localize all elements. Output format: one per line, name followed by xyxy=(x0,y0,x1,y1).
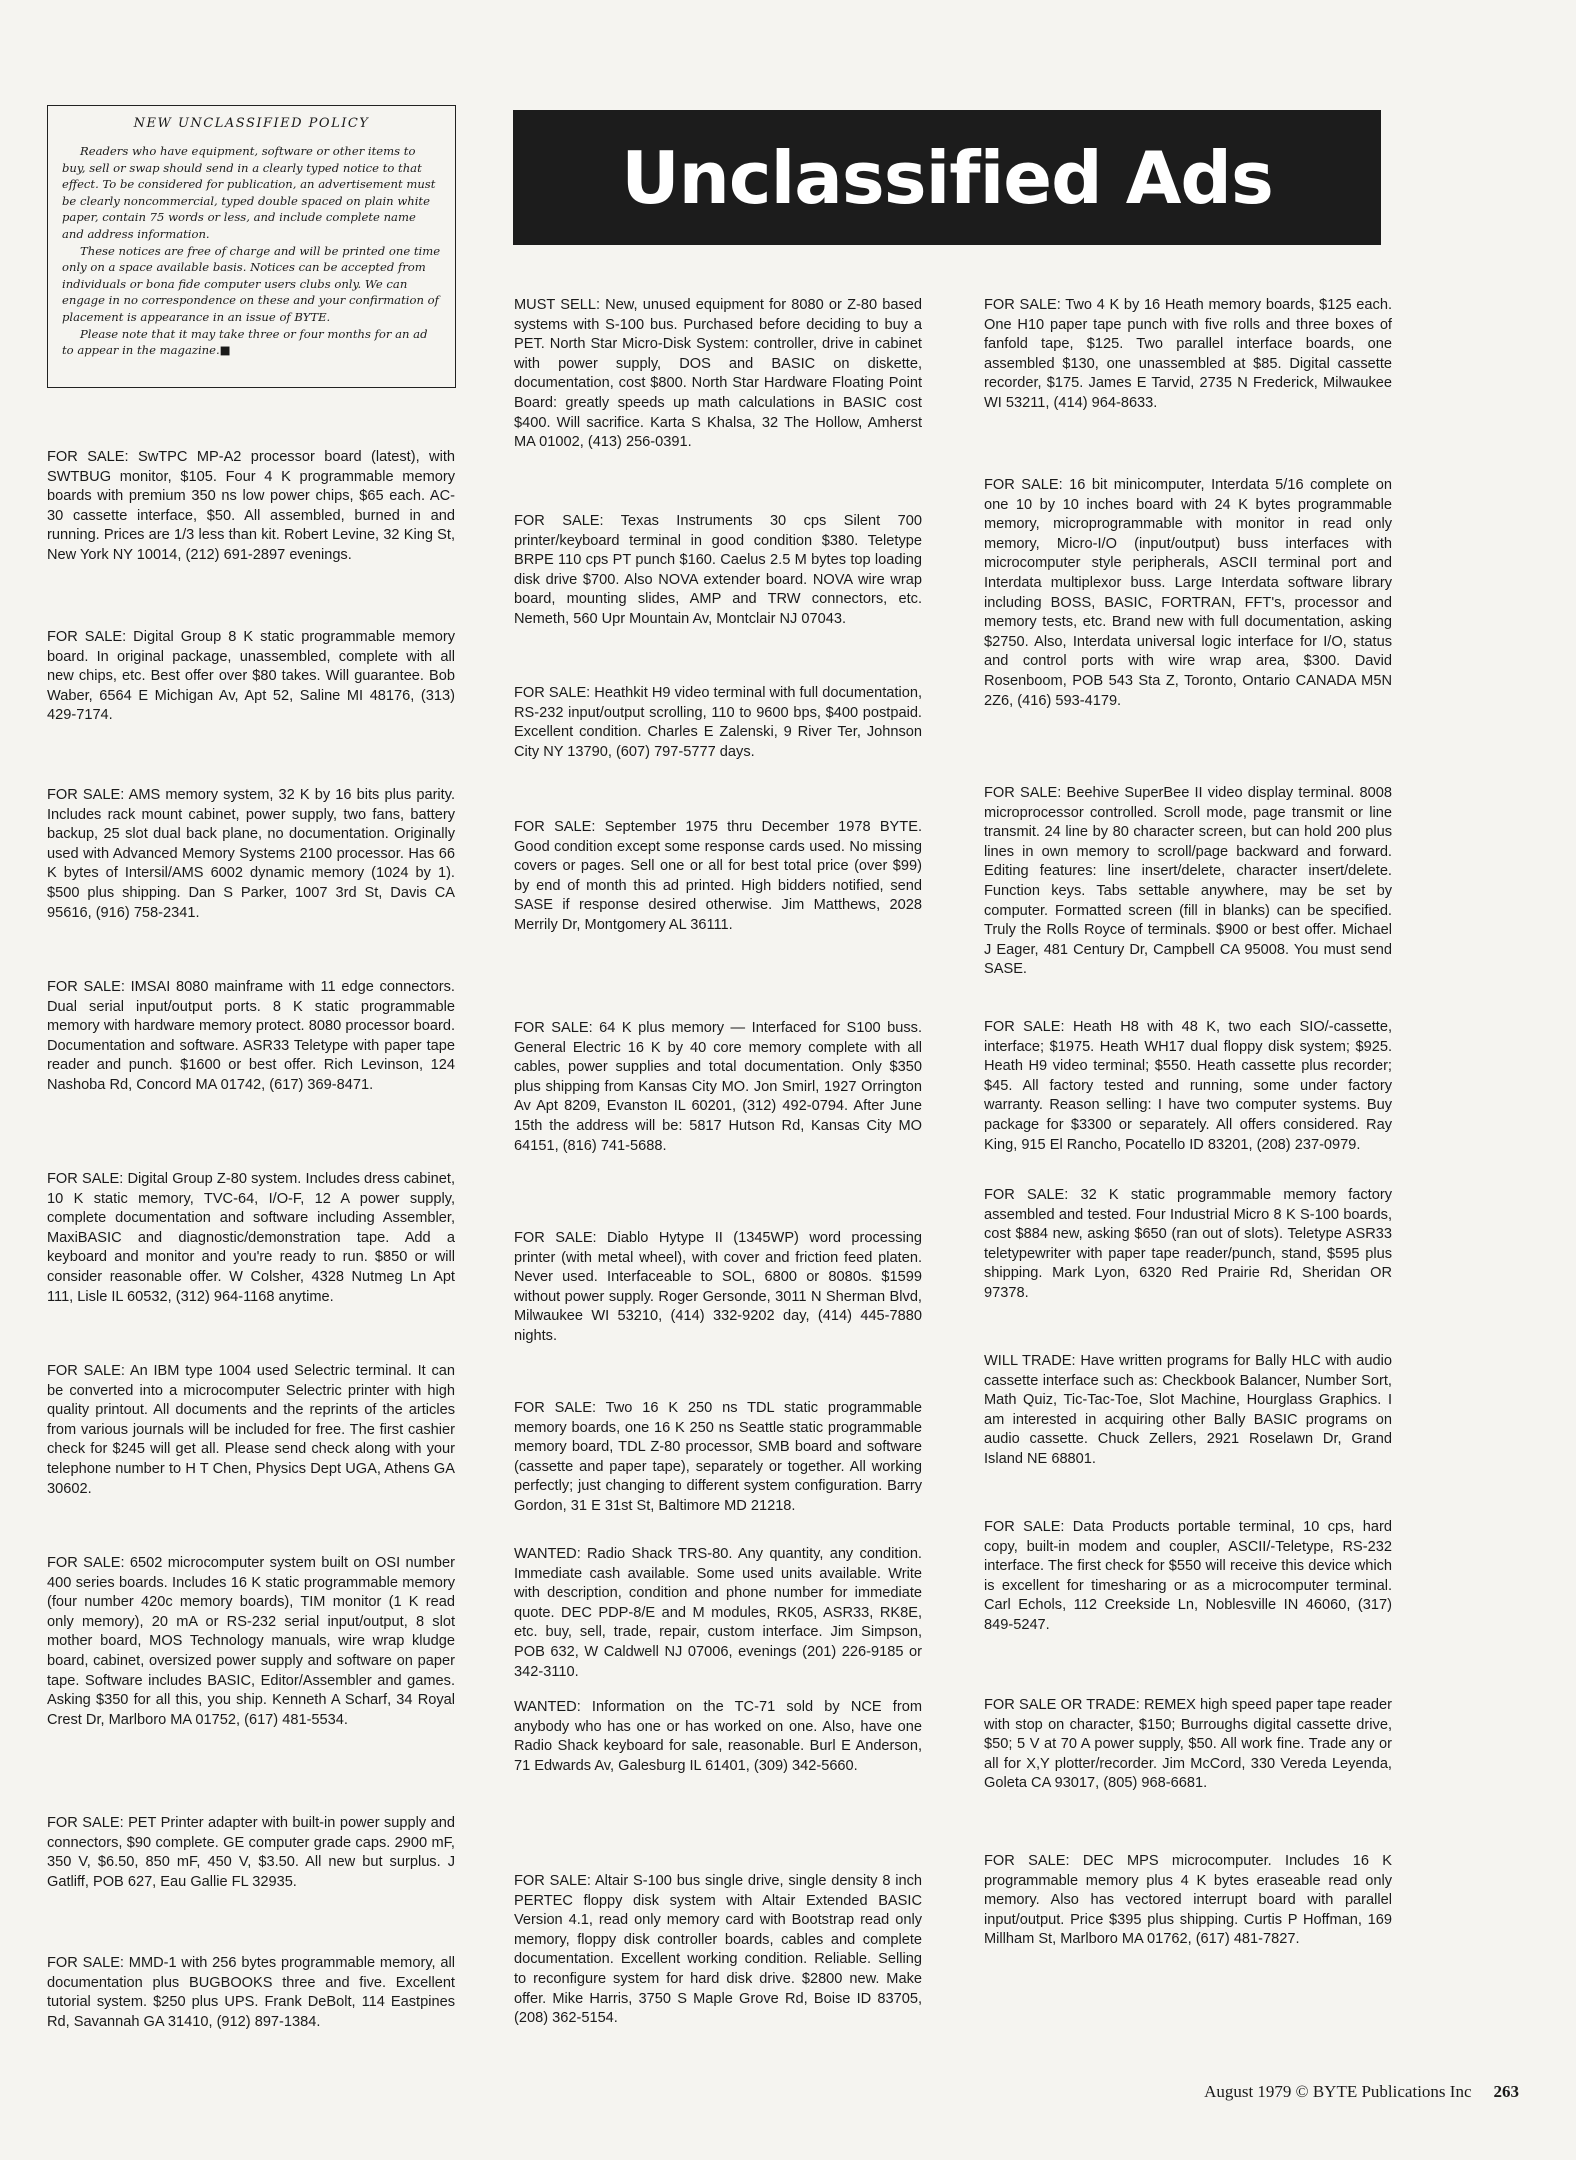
classified-ad: FOR SALE: Heathkit H9 video terminal with full documentation, RS-232 input/output scrolling, 110 to 9600 bps, $400 postpaid. Excellent condition. Charles E Zalenski, 9 River Ter, Johnson City NY 13790, (607) 797-5777 days. xyxy=(514,685,922,760)
classified-ad: FOR SALE: An IBM type 1004 used Selectric terminal. It can be converted into a microcomputer Selectric printer with high quality printout. All documents and the reprints of the articles from various journals will be included for free. The first cashier check for $245 will get all. Please send check along with your telephone number to H T Chen, Physics Dept UGA, Athens GA 30602. xyxy=(47,1363,455,1497)
policy-paragraph: Readers who have equipment, software or other items to buy, sell or swap should send in a clearly typed notice to that effect. To be considered for publication, an advertisement must be clearly noncommercial, typed double spaced on plain white paper, contain 75 words or less, and include complete name and address information. xyxy=(62,144,436,241)
section-banner xyxy=(513,110,1381,245)
classified-ad: FOR SALE: Heath H8 with 48 K, two each SIO/-cassette, interface; $1975. Heath WH17 dual floppy disk system; $925. Heath H9 video terminal; $550. Heath cassette plus recorder; $45. All factory tested and running, some under factory warranty. Reason selling: I have two computer systems. Buy package for $3300 or separately. All offers considered. Ray King, 915 El Rancho, Pocatello ID 83201, (208) 237-0979. xyxy=(984,1019,1392,1153)
classified-ad: FOR SALE: Digital Group 8 K static programmable memory board. In original package, unassembled, complete with all new chips, etc. Best offer over $80 takes. Will guarantee. Bob Waber, 6564 E Michigan Av, Apt 52, Saline MI 48176, (313) 429-7174. xyxy=(47,629,455,724)
classified-ad: FOR SALE: Beehive SuperBee II video display terminal. 8008 microprocessor controlled. Scroll mode, page transmit or line transmit. 24 line by 80 character screen, but can hold 200 plus lines in own memory to scroll/page backward and forward. Editing features: line insert/delete, character insert/delete. Function keys. Tabs settable anywhere, may be set by computer. Formatted screen (fill in blanks) can be specified. Truly the Rolls Royce of terminals. $900 or best offer. Michael J Eager, 481 Century Dr, Campbell CA 95008. You must send SASE. xyxy=(984,785,1392,978)
classified-ad: FOR SALE: SwTPC MP-A2 processor board (latest), with SWTBUG monitor, $105. Four 4 K programmable memory boards with premium 350 ns low power chips, $65 each. AC-30 cassette interface, $50. All assembled, burned in and running. Prices are 1/3 less than kit. Robert Levine, 32 King St, New York NY 10014, (212) 691-2897 evenings. xyxy=(47,449,455,563)
classified-ad: FOR SALE: Data Products portable terminal, 10 cps, hard copy, built-in modem and coupler, ASCII/-Teletype, RS-232 interface. The first check for $550 will receive this device which is excellent for timesharing or as a microcomputer terminal. Carl Echols, 112 Creekside Ln, Noblesville IN 46060, (317) 849-5247. xyxy=(984,1519,1392,1633)
classified-ad: WILL TRADE: Have written programs for Bally HLC with audio cassette interface such as: Checkbook Balancer, Number Sort, Math Quiz, Tic-Tac-Toe, Slot Machine, Hourglass Graphics. I am interested in acquiring other Bally BASIC programs on audio cassette. Chuck Zellers, 2921 Roselawn Dr, Grand Island NE 68801. xyxy=(984,1353,1392,1467)
classified-ad: FOR SALE: IMSAI 8080 mainframe with 11 edge connectors. Dual serial input/output ports. 8 K static programmable memory with hardware memory protect. 8080 processor board. Documentation and software. ASR33 Teletype with paper tape reader and punch. $1600 or best offer. Rich Levinson, 124 Nashoba Rd, Concord MA 01742, (617) 369-8471. xyxy=(47,979,455,1093)
classified-ad: FOR SALE: Two 16 K 250 ns TDL static programmable memory boards, one 16 K 250 ns Seattle static programmable memory board, TDL Z-80 processor, SMB board and software (cassette and paper tape), separately or together. All working perfectly; just changing to different system configuration. Barry Gordon, 31 E 31st St, Baltimore MD 21218. xyxy=(514,1400,922,1514)
policy-paragraph: Please note that it may take three or four months for an ad to appear in the magazine.■ xyxy=(62,326,428,358)
issue-line: August 1979 © BYTE Publications Inc xyxy=(1204,2082,1472,2101)
classified-ad: MUST SELL: New, unused equipment for 8080 or Z-80 based systems with S-100 bus. Purchased before deciding to buy a PET. North Star Micro-Disk System: controller, drive in cabinet with power supply, DOS and BASIC on diskette, documentation, cost $800. North Star Hardware Floating Point Board: greatly speeds up math calculations in BASIC cost $400. Will sacrifice. Karta S Khalsa, 32 The Hollow, Amherst MA 01002, (413) 256-0391. xyxy=(514,297,922,451)
classified-ad: FOR SALE: 16 bit minicomputer, Interdata 5/16 complete on one 10 by 10 inches board with 24 K bytes programmable memory, microprogrammable with monitor in read only memory, Micro-I/O (input/output) buss interfaces with microcomputer style peripherals, ASCII terminal port and Interdata multiplexor buss. Large Interdata software library including BOSS, BASIC, FORTRAN, FFT's, processor and memory tests, etc. Brand new with full documentation, asking $2750. Also, Interdata universal logic interface for I/O, status and control ports with wire wrap area, $300. David Rosenboom, POB 543 Sta Z, Toronto, Ontario CANADA M5N 2Z6, (416) 593-4179. xyxy=(984,477,1392,709)
classified-ad: FOR SALE: AMS memory system, 32 K by 16 bits plus parity. Includes rack mount cabinet, power supply, two fans, battery backup, 25 slot dual back plane, no documentation. Originally used with Advanced Memory Systems 2100 processor. Has 66 K bytes of Intersil/AMS 6002 dynamic memory (1024 by 1). $500 plus shipping. Dan S Parker, 1007 3rd St, Davis CA 95616, (916) 758-2341. xyxy=(47,787,455,921)
classified-ad: FOR SALE: 32 K static programmable memory factory assembled and tested. Four Industrial Micro 8 K S-100 boards, cost $884 new, asking $650 (ran out of slots). Teletype ASR33 teletypewriter with paper tape reader/punch, stand, $595 plus shipping. Mark Lyon, 6320 Red Prairie Rd, Sheridan OR 97378. xyxy=(984,1187,1392,1301)
classified-ad: WANTED: Radio Shack TRS-80. Any quantity, any condition. Immediate cash available. Some used units available. Write with description, condition and phone number for immediate quote. DEC PDP-8/E and M modules, RK05, ASR33, RK8E, etc. buy, sell, trade, repair, custom interface. Jim Simpson, POB 632, W Caldwell NJ 07006, evenings (201) 226-9185 or 342-3110. xyxy=(514,1546,922,1680)
classified-ad: FOR SALE: DEC MPS microcomputer. Includes 16 K programmable memory plus 4 K bytes eraseable read only memory. Also has vectored interrupt board with parallel input/output. Price $395 plus shipping. Curtis P Hoffman, 169 Millham St, Marlboro MA 01762, (617) 481-7827. xyxy=(984,1853,1392,1948)
banner-title: Unclassified Ads xyxy=(621,135,1273,220)
policy-title: NEW UNCLASSIFIED POLICY xyxy=(133,116,370,131)
classified-ad: FOR SALE: Digital Group Z-80 system. Includes dress cabinet, 10 K static memory, TVC-64, I/O-F, 12 A power supply, complete documentation and software including Assembler, MaxiBASIC and diagnostic/demonstration tape. Add a keyboard and monitor and you're ready to run. $850 or will consider reasonable offer. W Colsher, 4328 Nutmeg Ln Apt 111, Lisle IL 60532, (312) 964-1168 anytime. xyxy=(47,1171,455,1305)
unclassified-policy-box xyxy=(47,105,456,388)
classified-ad: FOR SALE: 64 K plus memory — Interfaced for S100 buss. General Electric 16 K by 40 core memory complete with all cables, power supplies and total documentation. Only $350 plus shipping from Kansas City MO. Jon Smirl, 1927 Orrington Av Apt 8209, Evanston IL 60201, (312) 492-0794. After June 15th the address will be: 5817 Hutson Rd, Kansas City MO 64151, (816) 741-5688. xyxy=(514,1020,922,1154)
classified-ad: FOR SALE: MMD-1 with 256 bytes programmable memory, all documentation plus BUGBOOKS three and five. Excellent tutorial system. $250 plus UPS. Frank DeBolt, 114 Eastpines Rd, Savannah GA 31410, (912) 897-1384. xyxy=(47,1955,455,2030)
classified-ad: WANTED: Information on the TC-71 sold by NCE from anybody who has one or has worked on one. Also, have one Radio Shack keyboard for sale, reasonable. Burl E Anderson, 71 Edwards Av, Galesburg IL 61401, (309) 342-5660. xyxy=(514,1699,922,1774)
classified-ad: FOR SALE: 6502 microcomputer system built on OSI number 400 series boards. Includes 16 K static programmable memory (four number 420c memory boards), TIM monitor (1 K read only memory), 20 mA or RS-232 serial input/output, 8 slot mother board, MOS Technology manuals, wire wrap kludge board, cabinet, oversized power supply and software on paper tape. Software includes BASIC, Editor/Assembler and games. Asking $350 for all this, you ship. Kenneth A Scharf, 34 Royal Crest Dr, Marlboro MA 01752, (617) 481-5534. xyxy=(47,1555,455,1728)
classified-ad: FOR SALE: Texas Instruments 30 cps Silent 700 printer/keyboard terminal in good condition $380. Teletype BRPE 110 cps PT punch $160. Caelus 2.5 M bytes top loading disk drive $700. Also NOVA extender board. NOVA wire wrap board, mounting slides, AMP and TRW connectors, etc. Nemeth, 560 Upr Mountain Av, Montclair NJ 07043. xyxy=(514,513,922,627)
page-footer xyxy=(1204,2082,1519,2102)
classified-ad: FOR SALE: September 1975 thru December 1978 BYTE. Good condition except some response cards used. No missing covers or pages. Sell one or all for best total price (over $99) by end of month this ad printed. High bidders notified, send SASE if response desired otherwise. Jim Matthews, 2028 Merrily Dr, Montgomery AL 36111. xyxy=(514,819,922,933)
classified-ad: FOR SALE OR TRADE: REMEX high speed paper tape reader with stop on character, $150; Burroughs digital cassette drive, $50; 5 V at 70 A power supply, $50. All work fine. Trade any or all for X,Y plotter/recorder. Jim McCord, 330 Vereda Leyenda, Goleta CA 93017, (805) 968-6681. xyxy=(984,1697,1392,1792)
classified-ad: FOR SALE: Diablo Hytype II (1345WP) word processing printer (with metal wheel), with cover and friction feed platen. Never used. Interfaceable to SOL, 6800 or 8080s. $1599 without power supply. Roger Gersonde, 3011 N Sherman Blvd, Milwaukee WI 53210, (414) 332-9202 day, (414) 445-7880 nights. xyxy=(514,1230,922,1344)
classified-ad: FOR SALE: Altair S-100 bus single drive, single density 8 inch PERTEC floppy disk system with Altair Extended BASIC Version 4.1, read only memory card with Bootstrap read only memory, floppy disk controller boards, cables and complete documentation. Excellent working condition. Reliable. Selling to reconfigure system for hard disk drive. $2800 new. Make offer. Mike Harris, 3750 S Maple Grove Rd, Boise ID 83705, (208) 362-5154. xyxy=(514,1873,922,2027)
policy-paragraph: These notices are free of charge and will be printed one time only on a space available basis. Notices can be accepted from individuals or bona fide computer users clubs only. We can engage in no correspondence on these and your confirmation of placement is appearance in an issue of BYTE. xyxy=(62,243,441,324)
page-number: 263 xyxy=(1493,2082,1519,2101)
classified-ad: FOR SALE: Two 4 K by 16 Heath memory boards, $125 each. One H10 paper tape punch with five rolls and three boxes of fanfold tape, $125. Two parallel interface boards, one assembled $130, one unassembled at $85. Digital cassette recorder, $175. James E Tarvid, 2735 N Frederick, Milwaukee WI 53211, (414) 964-8633. xyxy=(984,297,1392,411)
classified-ad: FOR SALE: PET Printer adapter with built-in power supply and connectors, $90 complete. GE computer grade caps. 2900 mF, 350 V, $6.50, 850 mF, 450 V, $3.50. All new but surplus. J Gatliff, POB 627, Eau Gallie FL 32935. xyxy=(47,1815,455,1890)
